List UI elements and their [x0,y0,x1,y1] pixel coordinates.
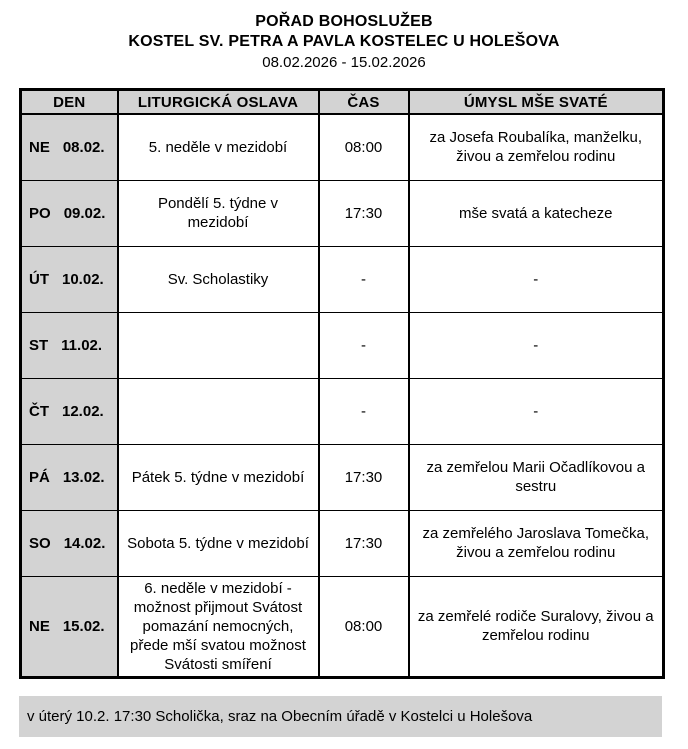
table-row [21,312,664,378]
day-abbr: NE [29,617,50,635]
celebration-cell: 6. neděle v mezidobí - možnost přijmout Svátost pomazání nemocných, přede mší svatou možnost Svátosti smíření [118,576,319,677]
day-abbr: SO [29,534,51,552]
intention-cell: - [409,246,664,312]
intention-cell: mše svatá a katecheze [409,180,664,246]
day-date: 14.02. [63,534,106,552]
column-header-umysl: ÚMYSL MŠE SVATÉ [409,90,664,115]
celebration-cell [118,378,319,444]
doc-title: POŘAD BOHOSLUŽEB [255,13,433,30]
day-abbr: PÁ [29,468,50,486]
doc-header [0,0,688,73]
header-row [21,90,664,115]
column-header-liturgicka-oslava: LITURGICKÁ OSLAVA [118,90,319,115]
time-cell: - [319,246,409,312]
table-row [21,246,664,312]
day-cell [21,246,118,312]
day-date: 15.02. [62,617,105,635]
celebration-cell: Pátek 5. týdne v mezidobí [118,444,319,510]
time-cell: 08:00 [319,576,409,677]
time-cell: - [319,378,409,444]
day-abbr: PO [29,204,51,222]
table-row [21,378,664,444]
celebration-cell: Pondělí 5. týdne v mezidobí [118,180,319,246]
intention-cell: za zemřelé rodiče Suralovy, živou a zemřelou rodinu [409,576,664,677]
day-date: 13.02. [62,468,105,486]
intention-cell: za Josefa Roubalíka, manželku, živou a zemřelou rodinu [409,114,664,180]
intention-cell: - [409,312,664,378]
time-cell: - [319,312,409,378]
intention-cell: za zemřelého Jaroslava Tomečka, živou a zemřelou rodinu [409,510,664,576]
time-cell: 17:30 [319,180,409,246]
day-date: 12.02. [62,402,104,420]
day-cell [21,312,118,378]
day-abbr: ČT [29,402,49,420]
day-date: 11.02. [61,336,103,354]
table-row [21,576,664,677]
day-abbr: ST [29,336,49,354]
celebration-cell [118,312,319,378]
date-range: 08.02.2026 - 15.02.2026 [262,54,426,71]
day-cell [21,576,118,677]
day-abbr: NE [29,138,50,156]
day-cell [21,378,118,444]
celebration-cell: Sv. Scholastiky [118,246,319,312]
day-cell [21,180,118,246]
column-header-cas: ČAS [319,90,409,115]
intention-cell: - [409,378,664,444]
time-cell: 08:00 [319,114,409,180]
footer-note-text: v úterý 10.2. 17:30 Scholička, sraz na Obecním úřadě v Kostelci u Holešova [27,707,533,725]
day-date: 08.02. [62,138,105,156]
church-name: KOSTEL SV. PETRA A PAVLA KOSTELEC U HOLEŠOVA [128,33,560,50]
day-cell [21,114,118,180]
day-date: 10.02. [62,270,104,288]
time-cell: 17:30 [319,510,409,576]
day-abbr: ÚT [29,270,49,288]
table-row [21,180,664,246]
table-row [21,114,664,180]
footer-note [19,696,662,737]
day-date: 09.02. [63,204,106,222]
column-header-den: DEN [21,90,118,115]
day-cell [21,444,118,510]
intention-cell: za zemřelou Marii Očadlíkovou a sestru [409,444,664,510]
day-cell [21,510,118,576]
table-row [21,510,664,576]
time-cell: 17:30 [319,444,409,510]
celebration-cell: Sobota 5. týdne v mezidobí [118,510,319,576]
table-row [21,444,664,510]
celebration-cell: 5. neděle v mezidobí [118,114,319,180]
schedule-table [19,88,665,679]
